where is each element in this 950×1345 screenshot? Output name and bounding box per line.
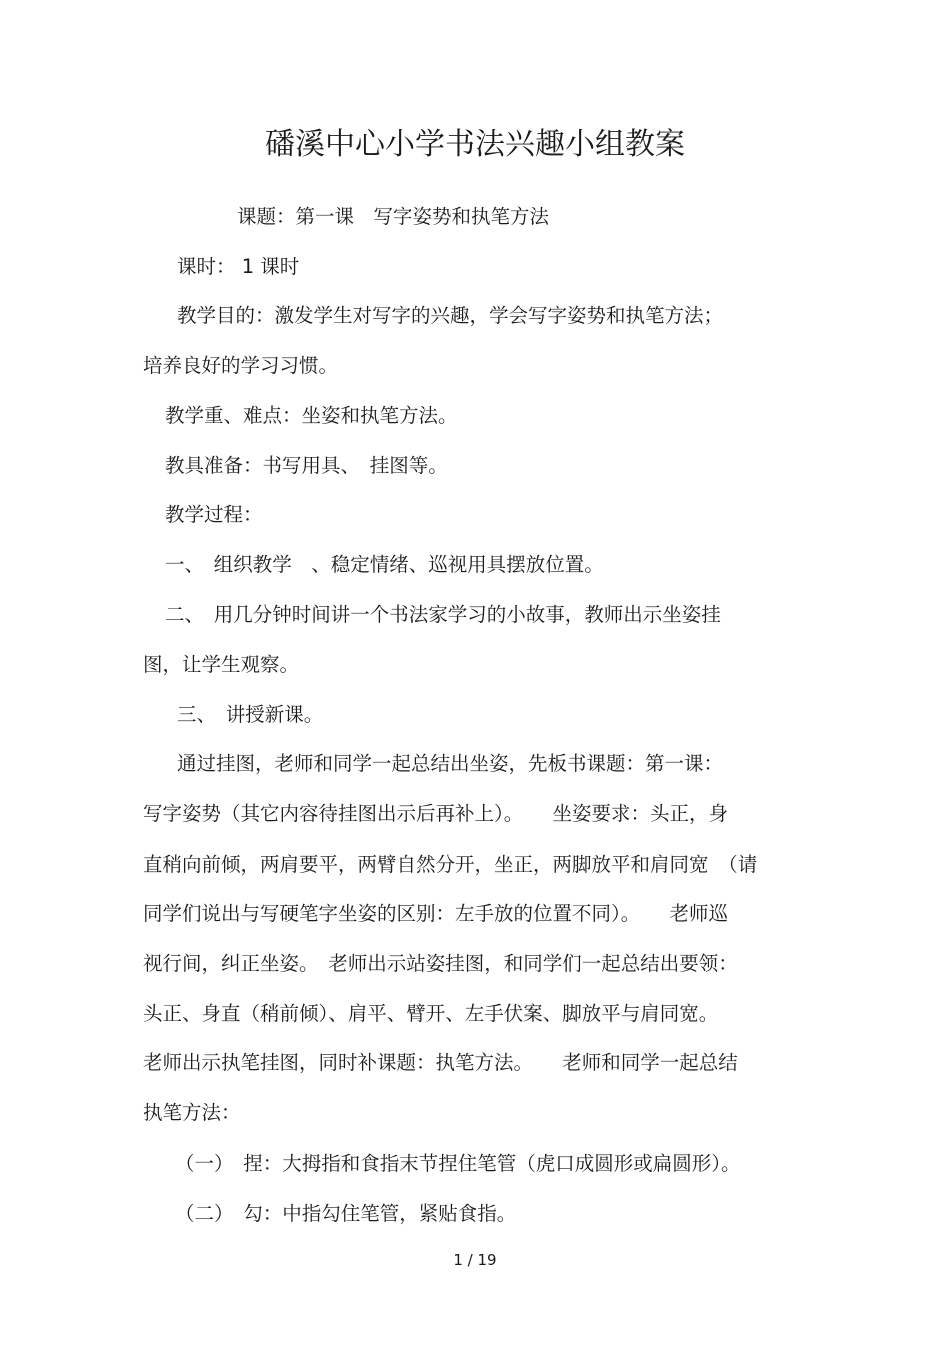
teaching-aids: 教具准备：书写用具、 挂图等。	[165, 454, 448, 477]
key-points: 教学重、难点：坐姿和执笔方法。	[165, 404, 458, 427]
paragraph-line: 视行间，纠正坐姿。 老师出示站姿挂图，和同学们一起总结出要领：	[143, 952, 738, 975]
step-one: 一、 组织教学 、稳定情绪、巡视用具摆放位置。	[165, 553, 604, 576]
grip-step-two: （二） 勾：中指勾住笔管，紧贴食指。	[175, 1202, 517, 1225]
step-three: 三、 讲授新课。	[177, 703, 324, 726]
paragraph-line: 头正、身直（稍前倾）、肩平、臂开、左手伏案、脚放平与肩同宽。	[143, 1002, 719, 1025]
teaching-goal: 教学目的：激发学生对写字的兴趣，学会写字姿势和执笔方法；	[177, 304, 724, 327]
paragraph-line: 通过挂图，老师和同学一起总结出坐姿，先板书课题：第一课：	[177, 752, 724, 775]
step-two-cont: 图，让学生观察。	[143, 653, 300, 676]
grip-step-one: （一） 捏：大拇指和食指末节捏住笔管（虎口成圆形或扁圆形）。	[175, 1152, 741, 1175]
process-heading: 教学过程：	[165, 503, 263, 526]
lesson-topic: 课题：第一课 写字姿势和执笔方法	[237, 205, 550, 228]
document-title: 磻溪中心小学书法兴趣小组教案	[265, 127, 685, 162]
step-two: 二、 用几分钟时间讲一个书法家学习的小故事，教师出示坐姿挂	[165, 603, 721, 626]
page-number: 1 / 19	[453, 1251, 497, 1269]
teaching-goal-cont: 培养良好的学习习惯。	[143, 354, 339, 377]
paragraph-line: 同学们说出与写硬笔字坐姿的区别：左手放的位置不同）。 老师巡	[143, 902, 729, 925]
paragraph-line: 执笔方法：	[143, 1101, 241, 1124]
paragraph-line: 写字姿势（其它内容待挂图出示后再补上）。 坐姿要求：头正，身	[143, 802, 729, 825]
paragraph-line: 直稍向前倾，两肩要平，两臂自然分开，坐正，两脚放平和肩同宽 （请	[143, 853, 758, 876]
lesson-hours: 课时： 1 课时	[177, 255, 300, 278]
paragraph-line: 老师出示执笔挂图，同时补课题：执笔方法。 老师和同学一起总结	[143, 1051, 738, 1074]
